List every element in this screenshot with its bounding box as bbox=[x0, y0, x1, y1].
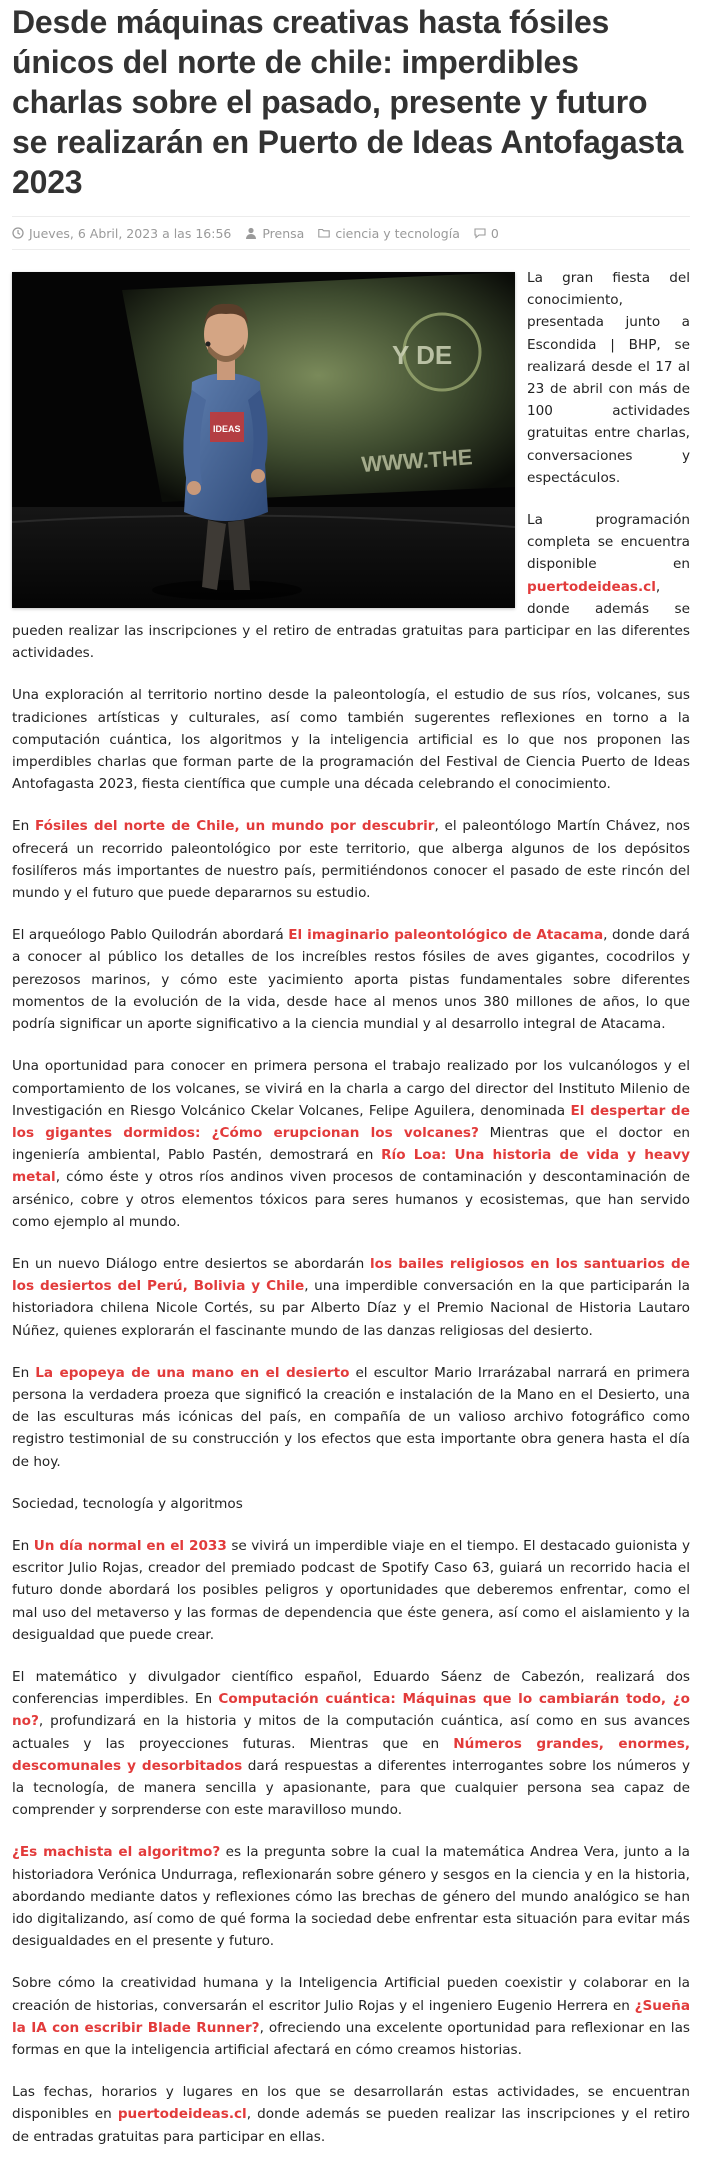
article-meta bbox=[12, 216, 690, 250]
clock-icon bbox=[12, 227, 24, 239]
meta-category[interactable] bbox=[318, 226, 460, 241]
paragraph-algorithm: ¿Es machista el algoritmo? es la pregunta sobre la cual la matemática Andrea Vera, junto a la historiadora Verónica Undurraga, reflexionarán sobre género y sesgos en la ciencia y en la historia, abordando mediante datos y reflexiones cómo las brechas de género del mundo analógico se han ido digitalizando, así como de qué forma la sociedad debe enfrentar esta situación para evitar más desigualdades en el presente y futuro. bbox=[12, 1844, 690, 1950]
paragraph-intro: La gran fiesta del conocimiento, presentada junto a Escondida | BHP, se realizará desde el 17 al 23 de abril con más de 100 actividades gratuitas entre charlas, conversaciones y espectáculos. bbox=[527, 270, 690, 486]
screen-text-2: WWW.THE bbox=[360, 444, 474, 477]
numeros-grandes-link[interactable]: Números grandes, enormes, descomunales y desorbitados bbox=[12, 1735, 690, 1774]
rio-loa-talk-link[interactable]: Río Loa: Una historia de vida y heavy metal bbox=[12, 1147, 690, 1186]
paragraph-fossils: En Fósiles del norte de Chile, un mundo por descubrir, el paleontólogo Martín Chávez, nos ofrecerá un recorrido paleontológico por este territorio, que alberga algunos de los depósitos fosilíferos más importantes de nuestro país, permitiéndonos conocer el pasado de este rincón del mundo y el futuro que puede depararnos su estudio. bbox=[12, 818, 690, 902]
article-title: Desde máquinas creativas hasta fósiles únicos del norte de chile: imperdibles charlas sobre el pasado, presente y futuro se realizarán en Puerto de Ideas Antofagasta 2023 bbox=[12, 4, 684, 200]
paragraph-2033: En Un día normal en el 2033 se vivirá un imperdible viaje en el tiempo. El destacado guionista y escritor Julio Rojas, creador del premiado podcast de Spotify Caso 63, guiará un recorrido hacia el futuro donde abordará los posibles peligros y oportunidades que deberemos enfrentar, como el mal uso del metaverso y las formas de dependencia que éste genera, así como el aislamiento y la desigualdad que puede crear. bbox=[12, 1537, 690, 1643]
article-body bbox=[12, 267, 690, 2148]
dia-normal-talk-link[interactable]: Un día normal en el 2033 bbox=[33, 1537, 227, 1554]
article bbox=[12, 0, 690, 2168]
comment-icon bbox=[474, 227, 486, 239]
fosiles-talk-link[interactable]: Fósiles del norte de Chile, un mundo por descubrir bbox=[34, 818, 435, 835]
meta-date bbox=[12, 226, 231, 241]
paragraph-quantum: El matemático y divulgador científico español, Eduardo Sáenz de Cabezón, realizará dos conferencias imperdibles. En Computación cuántica: Máquinas que lo cambiarán todo, ¿o no?, profundizará en la historia y mitos de la computación cuántica, así como en sus avances actuales y las proyecciones futuras. Mientras que en Números grandes, enormes, descomunales y desorbitados dará respuestas a diferentes interrogantes sobre los números y la tecnología, de manera sencilla y apasionante, para que cualquier persona sea capaz de comprender y sorprenderse con este maravilloso mundo. bbox=[12, 1668, 690, 1819]
section-heading: Sociedad, tecnología y algoritmos bbox=[12, 1495, 243, 1512]
paragraph-paleontological: El arqueólogo Pablo Quilodrán abordará El imaginario paleontológico de Atacama, donde dará a conocer al público los detalles de los increíbles restos fósiles de aves gigantes, cocodrilos y perezosos marinos, y cómo este yacimiento aporta pistas fundamentales sobre diferentes momentos de la evolución de la vida, desde hace al menos unos 380 millones de años, lo que podría significar un aporte significativo a la ciencia mundial y al desarrollo integral de Atacama. bbox=[12, 927, 690, 1033]
machista-algoritmo-link[interactable]: ¿Es machista el algoritmo? bbox=[12, 1844, 221, 1861]
volcanes-talk-link[interactable]: El despertar de los gigantes dormidos: ¿Cómo erupcionan los volcanes? bbox=[12, 1102, 690, 1141]
imaginario-talk-link[interactable]: El imaginario paleontológico de Atacama bbox=[288, 927, 604, 944]
article-photo bbox=[12, 272, 515, 608]
paragraph-program: La programación completa se encuentra disponible en puertodeideas.cl, donde además se pueden realizar las inscripciones y el retiro de entradas gratuitas para participar en las diferentes actividades. bbox=[12, 512, 690, 662]
meta-comments-count[interactable]: 0 bbox=[490, 225, 499, 241]
screen-text-1: Y DE bbox=[392, 340, 453, 370]
meta-author[interactable] bbox=[245, 226, 304, 241]
meta-date-text: Jueves, 6 Abril, 2023 a las 16:56 bbox=[29, 225, 232, 241]
meta-comments[interactable] bbox=[474, 226, 499, 241]
computacion-cuantica-link[interactable]: Computación cuántica: Máquinas que lo cambiarán todo, ¿o no? bbox=[12, 1691, 690, 1730]
speaker-photo-illustration bbox=[12, 272, 515, 608]
paragraph-exploration: Una exploración al territorio nortino desde la paleontología, el estudio de sus ríos, volcanes, sus tradiciones artísticas y culturales, así como también sugerentes reflexiones en torno a la computación cuántica, los algoritmos y la inteligencia artificial es lo que nos proponen las imperdibles charlas que forman parte de la programación del Festival de Ciencia Puerto de Ideas Antofagasta 2023, fiesta científica que cumple una década celebrando el conocimiento. bbox=[12, 687, 690, 793]
shirt-text: IDEAS bbox=[213, 424, 241, 434]
epopeya-talk-link[interactable]: La epopeya de una mano en el desierto bbox=[35, 1364, 350, 1381]
blade-runner-link[interactable]: ¿Sueña la IA con escribir Blade Runner? bbox=[12, 1997, 690, 2036]
paragraph-hand-desert: En La epopeya de una mano en el desierto el escultor Mario Irrarázabal narrará en primera persona la verdadera proeza que significó la creación e instalación de la Mano en el Desierto, una de las esculturas más icónicas del país, en compañía de un valioso archivo fotográfico como registro testimonial de su construcción y los efectos que esta importante obra genera hasta el día de hoy. bbox=[12, 1364, 690, 1470]
puertodeideas-link-2[interactable]: puertodeideas.cl bbox=[117, 2106, 247, 2123]
paragraph-volcanoes: Una oportunidad para conocer en primera persona el trabajo realizado por los vulcanólogos y el comportamiento de los volcanes, se vivirá en la charla a cargo del director del Instituto Milenio de Investigación en Riesgo Volcánico Ckelar Volcanes, Felipe Aguilera, denominada El despertar de los gigantes dormidos: ¿Cómo erupcionan los volcanes? Mientras que el doctor en ingeniería ambiental, Pablo Pastén, demostrará en Río Loa: Una historia de vida y heavy metal, cómo éste y otros ríos andinos viven procesos de contaminación y descontaminación de arsénico, cobre y otros elementos tóxicos para seres humanos y ecosistemas, que han servido como ejemplo al mundo. bbox=[12, 1058, 690, 1230]
paragraph-closing: Las fechas, horarios y lugares en los que se desarrollarán estas actividades, se encuentran disponibles en puertodeideas.cl, donde además se pueden realizar las inscripciones y el retiro de entradas gratuitas para participar en ellas. bbox=[12, 2084, 690, 2145]
meta-author-link[interactable]: Prensa bbox=[262, 225, 305, 241]
meta-category-link[interactable]: ciencia y tecnología bbox=[335, 225, 460, 241]
puertodeideas-link[interactable]: puertodeideas.cl bbox=[527, 578, 656, 595]
user-icon bbox=[245, 227, 257, 239]
bailes-religiosos-link[interactable]: los bailes religiosos en los santuarios de los desiertos del Perú, Bolivia y Chile bbox=[12, 1255, 690, 1295]
paragraph-ai: Sobre cómo la creatividad humana y la Inteligencia Artificial pueden coexistir y colaborar en la creación de historias, conversarán el escritor Julio Rojas y el ingeniero Eugenio Herrera en ¿Sueña la IA con escribir Blade Runner?, ofreciendo una excelente oportunidad para reflexionar en las formas en que la inteligencia artificial afectará en cómo creamos historias. bbox=[12, 1975, 690, 2059]
folder-icon bbox=[318, 227, 330, 239]
paragraph-dialogue: En un nuevo Diálogo entre desiertos se abordarán los bailes religiosos en los santuarios de los desiertos del Perú, Bolivia y Chile, una imperdible conversación en la que participarán la historiadora chilena Nicole Cortés, su par Alberto Díaz y el Premio Nacional de Historia Lautaro Núñez, quienes explorarán el fascinante mundo de las danzas religiosas del desierto. bbox=[12, 1255, 690, 1339]
